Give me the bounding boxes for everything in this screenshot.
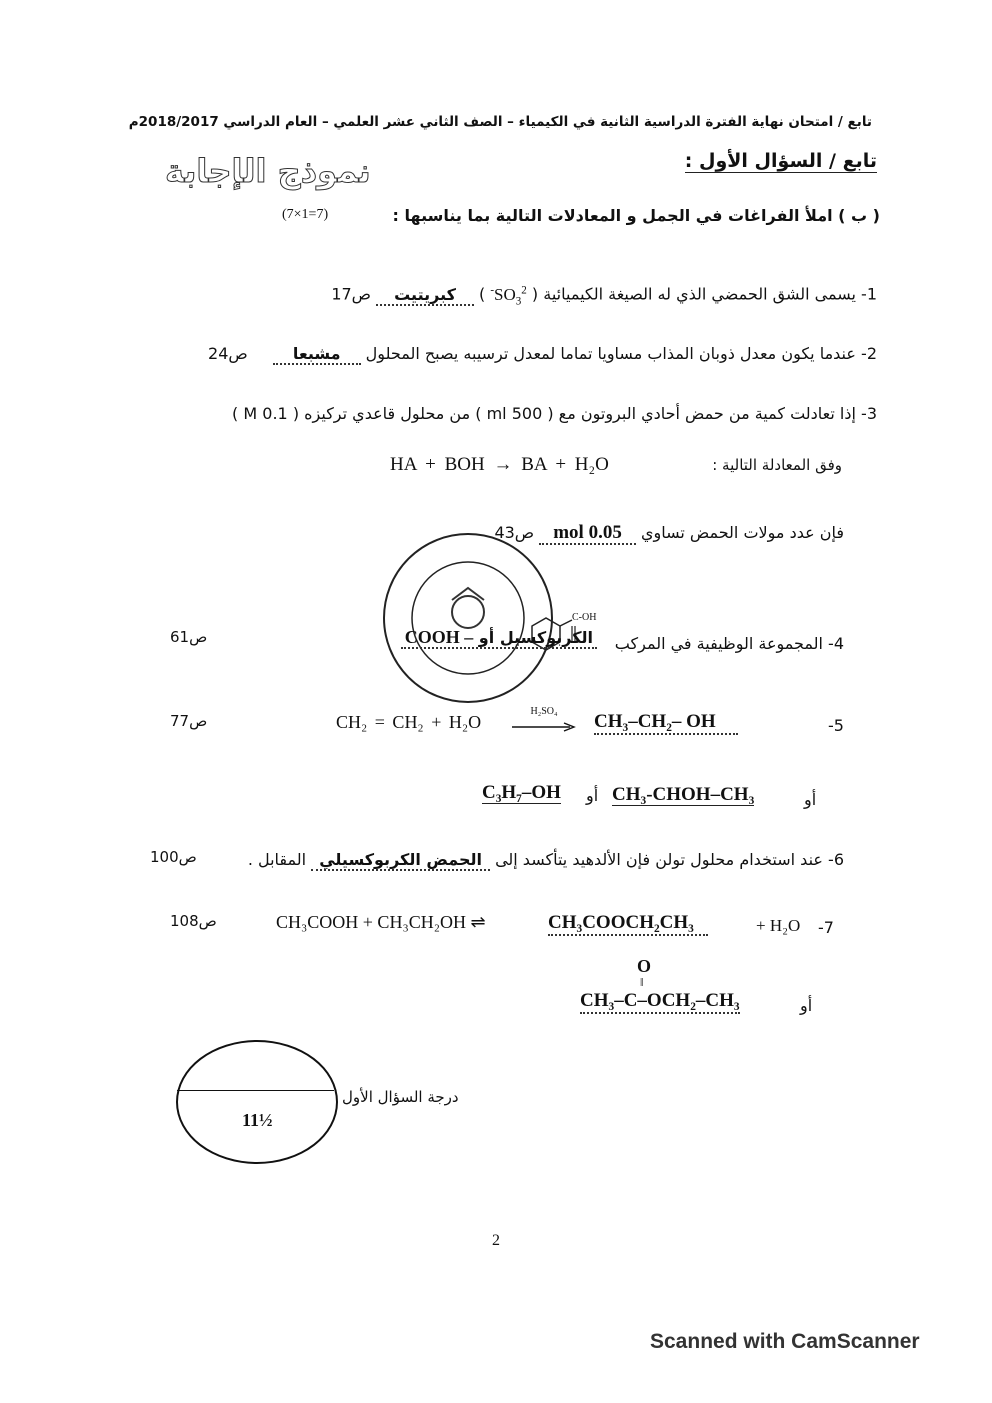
answer-4: الكربوكسيل أو – COOH <box>401 627 597 648</box>
grade-divider <box>177 1090 334 1091</box>
equation-7: CH₃COOH + CH₃CH₂OH ⇌ <box>276 912 486 932</box>
equation-3: HA + BOH → BA + H₂O <box>390 454 609 475</box>
item-4: 4- المجموعة الوظيفية في المركب <box>614 634 844 653</box>
item-6: 6- عند استخدام محلول تولن فإن الألدهيد يتأكسد إلى الحمض الكربوكسيلي المقابل . <box>247 850 844 869</box>
equation-label: وفق المعادلة التالية : <box>712 456 842 474</box>
answer-7-alt: CH₃–C–OCH₂–CH₃ <box>580 990 740 1014</box>
answer-3: 0.05 mol <box>539 522 636 545</box>
answer-6: الحمض الكربوكسيلي <box>311 850 490 871</box>
answer-5-alt1: C₃H₇–OH <box>482 782 561 803</box>
instruction: ( ب ) املأ الفراغات في الجمل و المعادلات التالية بما يناسبها : <box>392 206 880 225</box>
item-7-water: + H₂O <box>756 916 801 935</box>
page-ref-2: ص24 <box>208 344 248 363</box>
header-line: تابع / امتحان نهاية الفترة الدراسية الثانية في الكيمياء – الصف الثاني عشر العلمي – العام الدراسي 2018/2017م <box>128 114 872 130</box>
or-5b: أو <box>804 790 817 809</box>
reaction-arrow-5: H₂SO₄ <box>512 706 576 736</box>
or-7: أو <box>800 996 813 1015</box>
answer-5: CH₃–CH₂– OH <box>594 711 738 735</box>
equation-5: CH₂ = CH₂ + H₂O <box>336 712 482 732</box>
page-ref-1: ص17 <box>331 284 372 304</box>
item-7-num: 7- <box>818 918 834 937</box>
compound-structure: C-OH <box>522 606 602 666</box>
page-ref-5: ص77 <box>170 712 208 730</box>
grade-value: 11½ <box>242 1110 273 1130</box>
item-1: 1- يسمى الشق الحمضي الذي له الصيغة الكيميائية ( $SO_3^{2-}$ ) كبريتيت ص17 <box>331 284 877 308</box>
grade-label: درجة السؤال الأول <box>342 1088 459 1106</box>
page-ref-7: ص108 <box>170 912 217 930</box>
item-3: 3- إذا تعادلت كمية من حمض أحادي البروتون مع ( 500 ml ) من محلول قاعدي تركيزه ( 0.1 M ) <box>232 404 877 423</box>
page-ref-6: ص100 <box>150 848 197 866</box>
section-title: تابع / السؤال الأول : <box>684 150 877 172</box>
carbonyl-bond: ‖ <box>640 975 644 989</box>
marks: (7×1=7) <box>282 207 329 222</box>
or-5a: أو <box>586 786 599 805</box>
page-number: 2 <box>492 1232 500 1249</box>
answer-1: كبريتيت <box>376 285 474 306</box>
grade-ellipse <box>176 1040 338 1164</box>
page-ref-4: ص61 <box>170 628 208 646</box>
answer-2: مشبعا <box>273 344 361 365</box>
item-5-num: 5- <box>828 716 844 735</box>
answer-7: CH₃COOCH₂CH₃ <box>548 912 708 936</box>
camscanner-watermark: Scanned with CamScanner <box>650 1330 920 1353</box>
answer-5-alt2: CH₃-CHOH–CH₃ <box>612 784 755 805</box>
item-3-question: فإن عدد مولات الحمض تساوي 0.05 mol ص43 <box>494 522 844 543</box>
carbonyl-o: O <box>637 956 652 976</box>
page-ref-3: ص43 <box>494 523 535 542</box>
answer-model-stamp: نموذج الإجابة <box>165 152 371 190</box>
item-2: 2- عندما يكون معدل ذوبان المذاب مساويا تماما لمعدل ترسيبه يصبح المحلول مشبعا ص24 <box>208 344 877 363</box>
